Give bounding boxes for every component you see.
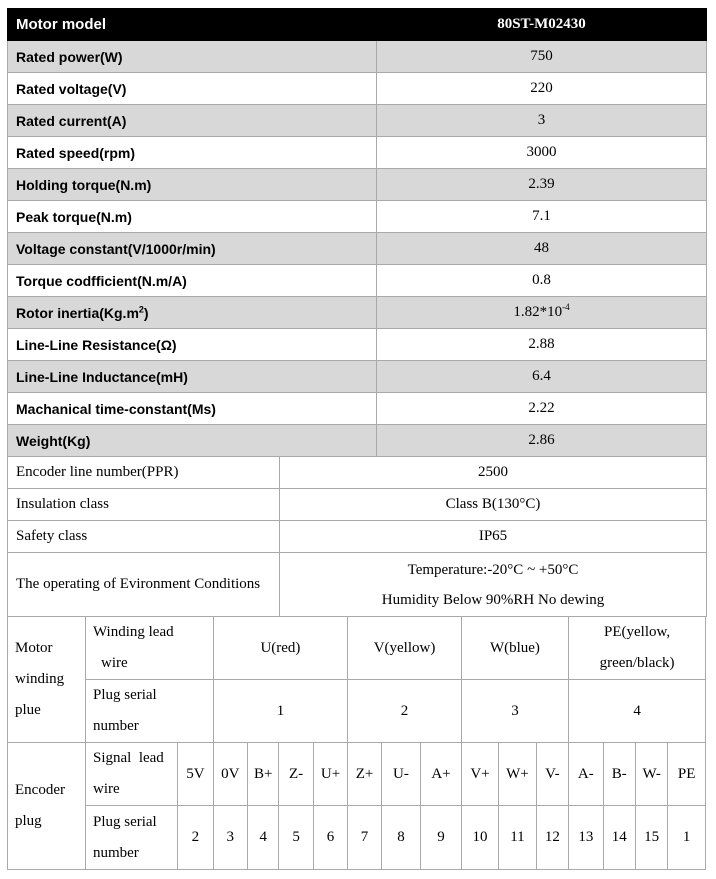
- title-line: Encoder: [15, 782, 65, 798]
- winding-lead-wire-label: [85, 617, 213, 680]
- signal-pin: 0V: [213, 743, 247, 806]
- spec-label: Weight(Kg): [8, 425, 377, 457]
- info-value: IP65: [280, 521, 707, 553]
- spec-row-rated-power: [8, 41, 707, 73]
- spec-row-rated-speed: [8, 137, 707, 169]
- spec-label: [8, 297, 377, 329]
- temperature-range: Temperature:-20°C ~ +50°C: [407, 561, 579, 578]
- spec-row-holding-torque: [8, 169, 707, 201]
- winding-wire-w: W(blue): [461, 617, 568, 680]
- spec-value-base: 1.82*10: [513, 304, 563, 320]
- spec-label: Rated voltage(V): [8, 73, 377, 105]
- info-row-environment: [8, 553, 707, 617]
- signal-pin: W+: [499, 743, 536, 806]
- label-line: wire: [100, 655, 128, 671]
- spec-label-text: Rotor inertia(Kg.m: [16, 304, 139, 321]
- spec-label: Peak torque(N.m): [8, 201, 377, 233]
- winding-serial: 2: [348, 680, 461, 743]
- spec-label-end: ): [143, 304, 149, 321]
- signal-pin: W-: [635, 743, 667, 806]
- motor-winding-wire-row: [8, 617, 706, 680]
- motor-spec-sheet: [7, 8, 706, 870]
- label-line: Winding lead: [92, 624, 174, 640]
- encoder-serial: 2: [178, 806, 213, 870]
- spec-row-voltage-constant: [8, 233, 707, 265]
- spec-row-line-inductance: [8, 361, 707, 393]
- winding-serial: 3: [461, 680, 568, 743]
- pe-line: PE(yellow,: [604, 624, 671, 640]
- spec-value: 750: [377, 41, 707, 73]
- spec-value: 220: [377, 73, 707, 105]
- winding-serial: 1: [213, 680, 348, 743]
- spec-value: 48: [377, 233, 707, 265]
- spec-value: 6.4: [377, 361, 707, 393]
- winding-wire-pe: [569, 617, 706, 680]
- spec-value: [377, 297, 707, 329]
- spec-label: Rated power(W): [8, 41, 377, 73]
- spec-label: Line-Line Resistance(Ω): [8, 329, 377, 361]
- encoder-serial: 13: [569, 806, 603, 870]
- encoder-serial-row: [8, 806, 706, 870]
- winding-wire-v: V(yellow): [348, 617, 461, 680]
- info-row-insulation: [8, 489, 707, 521]
- encoder-info-table: [7, 456, 707, 617]
- encoder-serial-label: [85, 806, 177, 870]
- motor-spec-table: [7, 8, 707, 457]
- encoder-serial: 9: [421, 806, 462, 870]
- signal-pin: A-: [569, 743, 603, 806]
- spec-label: Rated current(A): [8, 105, 377, 137]
- plug-wiring-table: [7, 616, 706, 870]
- encoder-serial: 15: [635, 806, 667, 870]
- spec-value-exponent: -4: [562, 302, 570, 312]
- pe-line: green/black): [599, 655, 675, 671]
- spec-label: Rated speed(rpm): [8, 137, 377, 169]
- spec-value: 0.8: [377, 265, 707, 297]
- info-row-safety: [8, 521, 707, 553]
- info-label: Encoder line number(PPR): [8, 457, 280, 489]
- info-row-encoder-ppr: [8, 457, 707, 489]
- spec-value: 3000: [377, 137, 707, 169]
- spec-value: 3: [377, 105, 707, 137]
- label-line: wire: [92, 781, 120, 797]
- encoder-serial: 14: [603, 806, 635, 870]
- info-label: Insulation class: [8, 489, 280, 521]
- signal-pin: Z+: [348, 743, 381, 806]
- motor-winding-serial-row: [8, 680, 706, 743]
- spec-value: 2.86: [377, 425, 707, 457]
- spec-label: Holding torque(N.m): [8, 169, 377, 201]
- winding-serial: 4: [569, 680, 706, 743]
- label-line: number: [92, 844, 139, 861]
- title-line: plue: [15, 702, 41, 718]
- spec-row-weight: [8, 425, 707, 457]
- label-line: Signal lead: [92, 750, 164, 766]
- motor-winding-title: [8, 617, 86, 743]
- spec-value: 2.88: [377, 329, 707, 361]
- spec-label: Machanical time-constant(Ms): [8, 393, 377, 425]
- spec-header-value: 80ST-M02430: [377, 9, 707, 41]
- encoder-plug-title: [8, 743, 86, 870]
- signal-pin: B-: [603, 743, 635, 806]
- label-line: number: [92, 718, 139, 734]
- environment-conditions: [280, 553, 707, 617]
- signal-pin: U-: [381, 743, 421, 806]
- encoder-serial: 11: [499, 806, 536, 870]
- winding-wire-u: U(red): [213, 617, 348, 680]
- signal-lead-wire-label: [85, 743, 177, 806]
- spec-label-superscript: 2: [138, 303, 144, 314]
- encoder-serial: 12: [536, 806, 568, 870]
- info-label: Safety class: [8, 521, 280, 553]
- encoder-serial: 7: [348, 806, 381, 870]
- winding-serial-label: [85, 680, 213, 743]
- encoder-serial: 5: [279, 806, 313, 870]
- spec-row-torque-coefficient: [8, 265, 707, 297]
- title-line: Motor: [15, 640, 53, 656]
- signal-pin: A+: [421, 743, 462, 806]
- spec-row-line-resistance: [8, 329, 707, 361]
- title-line: plug: [15, 813, 42, 829]
- spec-label: Line-Line Inductance(mH): [8, 361, 377, 393]
- spec-label: Torque codfficient(N.m/A): [8, 265, 377, 297]
- encoder-serial: 6: [313, 806, 347, 870]
- encoder-serial: 8: [381, 806, 421, 870]
- signal-pin: PE: [668, 743, 706, 806]
- spec-row-rotor-inertia: [8, 297, 707, 329]
- spec-header-label: Motor model: [8, 9, 377, 41]
- spec-row-peak-torque: [8, 201, 707, 233]
- spec-label: Voltage constant(V/1000r/min): [8, 233, 377, 265]
- spec-value: 7.1: [377, 201, 707, 233]
- spec-value: 2.22: [377, 393, 707, 425]
- spec-header-row: [8, 9, 707, 41]
- spec-row-rated-current: [8, 105, 707, 137]
- spec-row-time-constant: [8, 393, 707, 425]
- encoder-serial: 1: [668, 806, 706, 870]
- spec-row-rated-voltage: [8, 73, 707, 105]
- title-line: winding: [15, 671, 65, 687]
- info-label: The operating of Evironment Conditions: [8, 553, 280, 617]
- label-line: Plug serial: [92, 813, 157, 830]
- info-value: 2500: [280, 457, 707, 489]
- signal-pin: 5V: [178, 743, 213, 806]
- encoder-serial: 3: [213, 806, 247, 870]
- label-line: Plug serial: [92, 687, 157, 703]
- spec-value: 2.39: [377, 169, 707, 201]
- encoder-serial: 4: [248, 806, 279, 870]
- encoder-serial: 10: [461, 806, 498, 870]
- signal-pin: U+: [313, 743, 347, 806]
- humidity-condition: Humidity Below 90%RH No dewing: [381, 591, 605, 608]
- encoder-signal-row: [8, 743, 706, 806]
- signal-pin: V-: [536, 743, 568, 806]
- info-value: Class B(130°C): [280, 489, 707, 521]
- signal-pin: Z-: [279, 743, 313, 806]
- signal-pin: B+: [248, 743, 279, 806]
- signal-pin: V+: [461, 743, 498, 806]
